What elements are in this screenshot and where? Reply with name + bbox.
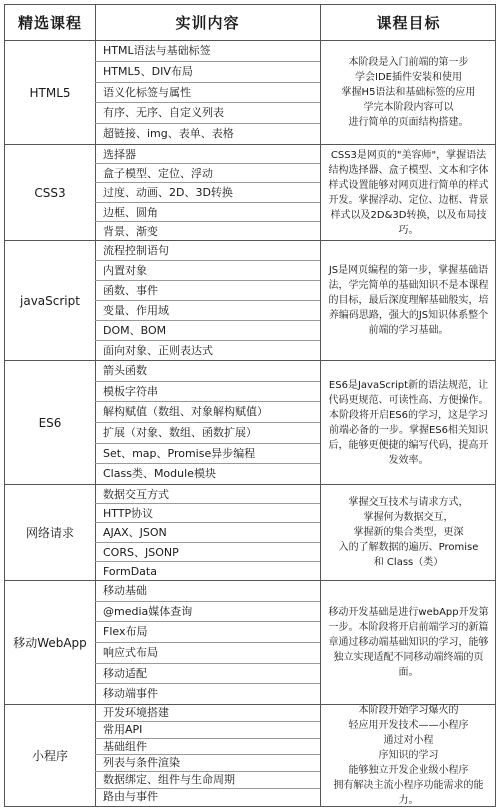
content-item: 面向对象、正则表达式: [103, 344, 213, 357]
content-item: 盒子模型、定位、浮动: [95, 164, 320, 183]
content-item: 模板字符串: [95, 382, 320, 403]
content-item: 有序、无序、自定义列表: [95, 103, 320, 124]
content-item: 移动基础: [95, 581, 320, 602]
goal-cell: [320, 485, 497, 580]
content-item: 流程控制语句: [95, 241, 320, 261]
content-item: 移动端事件: [103, 687, 158, 701]
content-item: DOM、BOM: [95, 321, 320, 341]
content-item: @media媒体查询: [95, 602, 320, 623]
content-item: 路由与事件: [103, 790, 158, 804]
course-section: [5, 241, 495, 361]
content-item: 过度、动画、2D、3D转换: [95, 183, 320, 202]
goal-text: JS是网页编程的第一步，掌握基础语法，学完简单的基础知识不是本课程的目标，最后深度理解基础般实，培养编码思路，强大的JS知识体系整个前端的学习基础。: [328, 265, 489, 336]
course-section: [5, 145, 495, 241]
table-header: [5, 5, 495, 41]
goal-cell: [320, 41, 497, 144]
header-goal: 课程目标: [376, 14, 441, 32]
content-item: 选择器: [95, 145, 320, 164]
content-list: [95, 41, 320, 144]
goal-cell: [320, 361, 497, 484]
content-item: 列表与条件渲染: [95, 755, 320, 772]
course-name: 小程序: [31, 749, 68, 763]
table-body: [5, 41, 495, 806]
content-item: Set、map、Promise异步编程: [95, 444, 320, 465]
content-item: 数据交互方式: [95, 485, 320, 504]
content-item: Flex布局: [95, 622, 320, 643]
content-item: 边框、圆角: [95, 203, 320, 222]
content-item: 移动适配: [95, 664, 320, 685]
content-item: HTTP协议: [95, 504, 320, 523]
header-divider: [95, 5, 96, 41]
content-item: CORS、JSONP: [95, 543, 320, 562]
course-name: CSS3: [34, 185, 66, 200]
content-item: 开发环境搭建: [95, 705, 320, 722]
goal-cell: [320, 241, 497, 360]
content-item: 内置对象: [95, 261, 320, 281]
content-list: [95, 361, 320, 484]
content-item: AJAX、JSON: [95, 523, 320, 542]
course-section: [5, 361, 495, 485]
content-item: Class类、Module模块: [103, 467, 216, 481]
content-item: 常用API: [95, 722, 320, 739]
goal-text: CSS3是网页的"美容师"，掌握语法结构选择器、盒子模型、文本和字体样式设置能够对网页进行简单的样式开发。掌握浮动、定位、边框、背景样式以及2D&3D转换，以及布局技巧。: [328, 149, 489, 236]
content-item: 扩展（对象、数组、函数扩展）: [95, 423, 320, 444]
header-course: 精选课程: [17, 14, 82, 32]
course-name: 网络请求: [25, 526, 74, 540]
content-list: [95, 241, 320, 360]
goal-cell: [320, 581, 497, 704]
course-section: [5, 41, 495, 145]
goal-text: 本阶段开始学习爆火的 轻应用开发技术——小程序 通过对小程 序知识的学习 能够独立开发企业级小程序 拥有解决主流小程序功能需求的能力。: [333, 705, 484, 806]
content-item: 数据绑定、组件与生命周期: [95, 772, 320, 789]
content-item: 背景、渐变: [103, 224, 158, 238]
content-item: 超链接、img、表单、表格: [103, 127, 234, 141]
goal-text: 本阶段是入门前端的第一步 学会IDE插件安装和使用 掌握H5语法和基础标签的应用 学完本阶段内容可以 进行简单的页面结构搭建。: [341, 57, 476, 128]
course-name: HTML5: [29, 85, 71, 100]
course-name: ES6: [38, 415, 62, 430]
goal-text: ES6是JavaScript新的语法规范，让代码更规范、可读性高、方便操作。本阶段将开启ES6的学习，这是学习前端必备的一步。掌握ES6相关知识后，能够更便捷的编写代码，提高开发效率。: [328, 379, 489, 466]
content-list: [95, 581, 320, 704]
content-item: 函数、事件: [95, 281, 320, 301]
content-item: 变量、作用域: [95, 301, 320, 321]
header-content: 实训内容: [175, 14, 240, 32]
goal-cell: [320, 705, 497, 806]
course-name: 移动WebApp: [13, 636, 87, 650]
content-item: HTML5、DIV布局: [95, 62, 320, 83]
content-list: [95, 705, 320, 806]
goal-text: 掌握交互技术与请求方式， 掌握何为数据交互， 掌握新的集合类型，更深 入的了解数据的遍历、Promise 和 Class（类）: [338, 497, 479, 568]
course-table: [4, 4, 496, 807]
course-section: [5, 581, 495, 705]
course-section: [5, 485, 495, 581]
content-item: 语义化标签与属性: [95, 83, 320, 104]
content-list: [95, 485, 320, 580]
content-item: 响应式布局: [95, 643, 320, 664]
course-section: [5, 705, 495, 806]
content-item: 箭头函数: [95, 361, 320, 382]
goal-text: 移动开发基础是进行webApp开发第一步。本阶段将开启前端学习的新篇章通过移动端基础知识的学习，能够独立实现适配不同移动端终端的页面。: [328, 607, 489, 678]
content-item: 解构赋值（数组、对象解构赋值）: [95, 402, 320, 423]
content-item: FormData: [103, 564, 157, 578]
content-item: 基础组件: [95, 739, 320, 756]
header-divider: [320, 5, 321, 41]
course-name: javaScript: [20, 293, 80, 308]
goal-cell: [320, 145, 497, 240]
content-item: HTML语法与基础标签: [95, 41, 320, 62]
content-list: [95, 145, 320, 240]
